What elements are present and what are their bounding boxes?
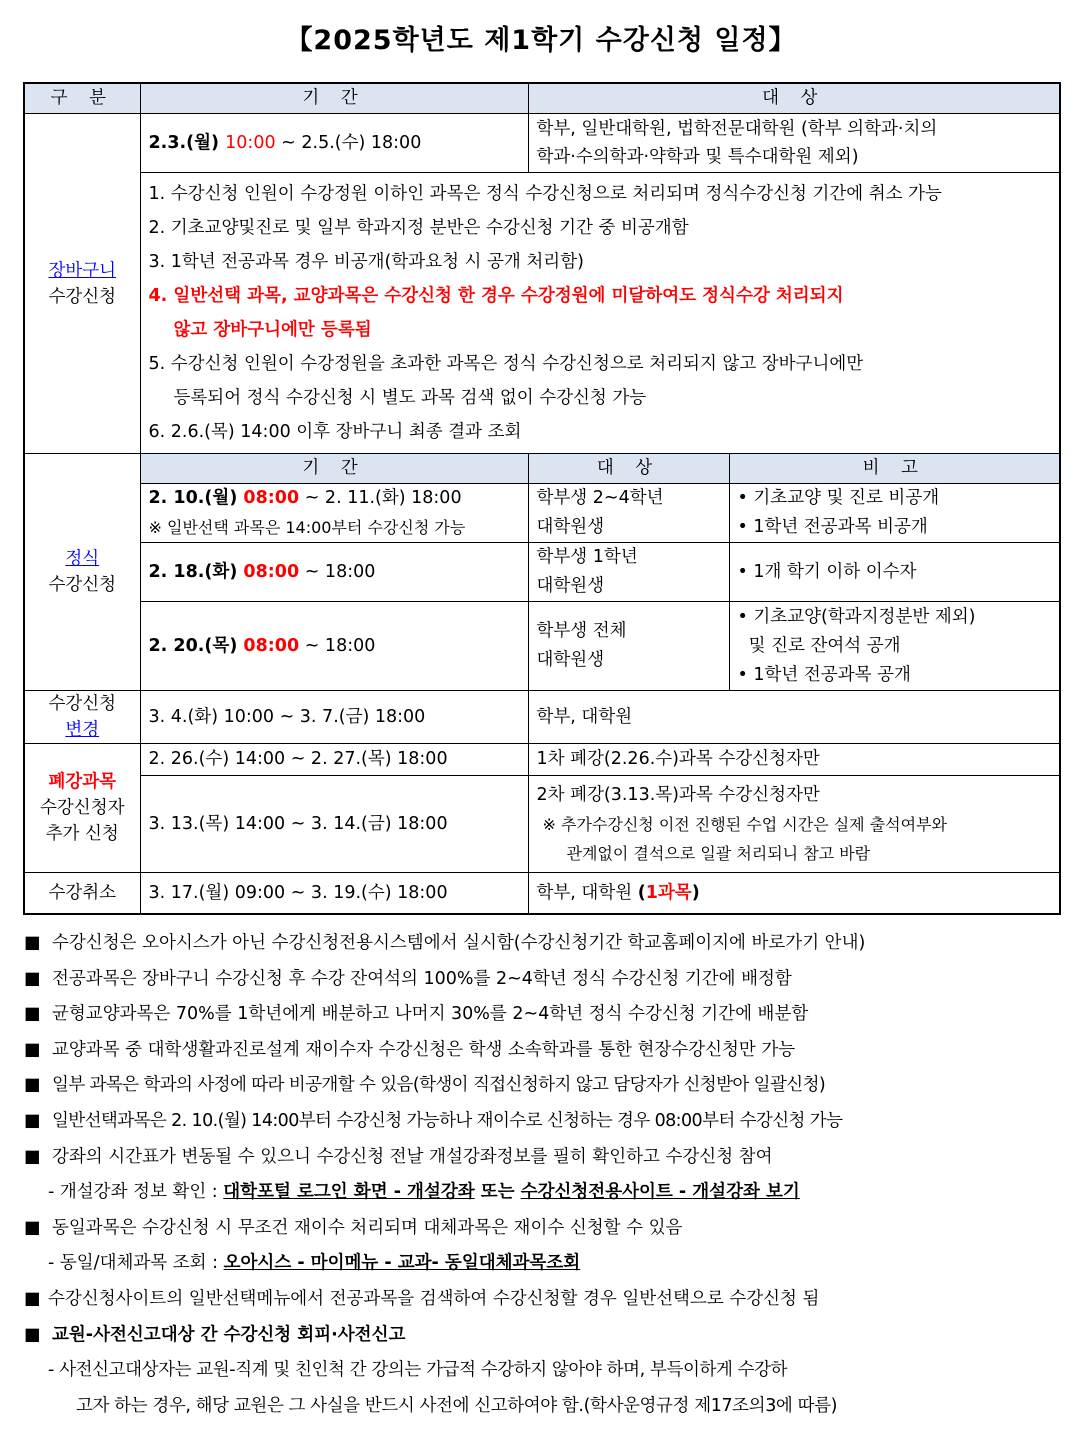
regular-row-2-target-line2: 대학원생: [536, 576, 605, 596]
regular-row-3-target: [528, 602, 729, 691]
cancel-target-paren-open: (: [637, 882, 646, 903]
basket-link[interactable]: 장바구니: [48, 260, 117, 281]
regular-row-2-end: ~ 18:00: [299, 561, 376, 582]
regular-row-3-remark-3: • 1학년 전공과목 공개: [737, 664, 911, 685]
portal-course-link[interactable]: 대학포털 로그인 화면 - 개설강좌: [223, 1182, 475, 1203]
regular-row-1: [24, 484, 1060, 543]
regular-row-1-remark: [729, 484, 1060, 543]
basket-note-5-cont: 등록되어 정식 수강신청 시 별도 과목 검색 없이 수강신청 가능: [173, 388, 647, 408]
regular-row-3-end: ~ 18:00: [299, 635, 376, 656]
closed-row-2-note-2: 관계없이 결석으로 일괄 처리되니 참고 바람: [566, 843, 871, 863]
closed-category-title: 폐강과목: [48, 772, 117, 792]
note-text: 동일과목은 수강신청 시 무조건 재이수 처리되며 대체과목은 재이수 신청할 수 있음: [52, 1217, 683, 1238]
regular-subheader-row: [24, 454, 1060, 484]
change-target: 학부, 대학원: [528, 691, 1060, 744]
note-sub-text: - 사전신고대상자는 교원-직계 및 친인척 간 강의는 가급적 수강하지 않아야 하며, 부득이하게 수강하: [48, 1360, 788, 1381]
header-category: 구 분: [24, 83, 140, 114]
note-item: [24, 1282, 1064, 1318]
regular-row-2-remark: • 1개 학기 이하 이수자: [729, 543, 1060, 602]
note-text: 균형교양과목은 70%를 1학년에게 배분하고 나머지 30%를 2~4학년 정식 수강신청 기간에 배분함: [52, 1004, 809, 1025]
closed-row-1: [24, 744, 1060, 776]
note-text: 강좌의 시간표가 변동될 수 있으니 수강신청 전날 개설강좌정보를 필히 확인하고 수강신청 참여: [52, 1146, 773, 1167]
basket-period-time: 10:00: [225, 132, 276, 153]
notes-section: [24, 926, 1064, 1424]
regular-row-3-target-line2: 대학원생: [536, 650, 605, 670]
note-sub-label: - 개설강좌 정보 확인 :: [48, 1182, 224, 1203]
regular-row-1-start: 2. 10.(월): [148, 488, 244, 508]
header-target: 대 상: [528, 83, 1060, 114]
closed-row-1-target: 1차 폐강(2.26.수)과목 수강신청자만: [528, 744, 1060, 776]
cancel-row: [24, 873, 1060, 915]
basket-category: [24, 114, 140, 454]
regular-row-3-time: 08:00: [243, 635, 300, 656]
regular-row-1-target: [528, 484, 729, 543]
regular-header-remark: 비 고: [729, 454, 1060, 484]
basket-target-line1: 학부, 일반대학원, 법학전문대학원 (학부 의학과·치의: [536, 119, 938, 139]
square-bullet-icon: ■: [24, 1288, 41, 1309]
note-text: 수강신청은 오아시스가 아닌 수강신청전용시스템에서 실시함(수강신청기간 학교홈페이지에 바로가기 안내): [52, 933, 866, 953]
square-bullet-icon: ■: [24, 933, 41, 953]
change-period: 3. 4.(화) 10:00 ~ 3. 7.(금) 18:00: [140, 691, 528, 744]
square-bullet-icon: ■: [24, 1110, 41, 1131]
closed-row-2: [24, 776, 1060, 873]
basket-note-6: 6. 2.6.(목) 14:00 이후 장바구니 최종 결과 조회: [148, 422, 522, 442]
closed-row-2-period: 3. 13.(목) 14:00 ~ 3. 14.(금) 18:00: [140, 776, 528, 873]
regular-row-1-note: ※ 일반선택 과목은 14:00부터 수강신청 가능: [148, 518, 466, 537]
regular-row-3-period: [140, 602, 528, 691]
oasis-equivalent-course-link[interactable]: 오아시스 - 마이메뉴 - 교과- 동일대체과목조회: [223, 1253, 581, 1274]
schedule-table: [23, 82, 1061, 915]
square-bullet-icon: ■: [24, 1324, 41, 1345]
closed-row-2-target: [528, 776, 1060, 873]
basket-note-5: 5. 수강신청 인원이 수강정원을 초과한 과목은 정식 수강신청으로 처리되지 않고 장바구니에만: [148, 354, 864, 374]
regular-row-3-remark: [729, 602, 1060, 691]
regular-row-3: [24, 602, 1060, 691]
note-item: [24, 1140, 1064, 1176]
basket-notes-row: [24, 173, 1060, 454]
basket-period: [140, 114, 528, 173]
basket-note-4: 4. 일반선택 과목, 교양과목은 수강신청 한 경우 수강정원에 미달하여도 정식수강 처리되지: [148, 286, 844, 306]
cancel-target-text: 학부, 대학원: [536, 882, 638, 903]
regular-row-1-target-line2: 대학원생: [536, 517, 605, 537]
regular-row-1-end: ~ 2. 11.(화) 18:00: [299, 488, 462, 508]
closed-row-1-period: 2. 26.(수) 14:00 ~ 2. 27.(목) 18:00: [140, 744, 528, 776]
regular-link[interactable]: 정식: [65, 549, 100, 569]
note-sub-label: - 동일/대체과목 조회 :: [48, 1253, 224, 1274]
basket-target-line2: 학과·수의학과·약학과 및 특수대학원 제외): [536, 147, 859, 167]
note-text: 수강신청사이트의 일반선택메뉴에서 전공과목을 검색하여 수강신청할 경우 일반선택으로 수강신청 됨: [48, 1288, 820, 1309]
regular-row-1-period: [140, 484, 528, 543]
table-header-row: [24, 83, 1060, 114]
note-item: [24, 1033, 1064, 1069]
regular-header-target: 대 상: [528, 454, 729, 484]
note-text: 교양과목 중 대학생활과진로설계 재이수자 수강신청은 학생 소속학과를 통한 현장수강신청만 가능: [52, 1039, 796, 1060]
change-category: [24, 691, 140, 744]
square-bullet-icon: ■: [24, 1146, 41, 1167]
regular-row-3-remark-1: • 기초교양(학과지정분반 제외): [737, 606, 976, 627]
closed-category-sub1: 수강신청자: [39, 798, 125, 818]
note-item: [24, 962, 1064, 998]
note-sub-item: [24, 1389, 1064, 1425]
regular-row-1-remark-2: • 1학년 전공과목 비공개: [737, 517, 928, 537]
note-sub-or: 또는: [474, 1182, 521, 1203]
basket-category-sub: 수강신청: [48, 286, 117, 307]
header-period: 기 간: [140, 83, 528, 114]
regular-category-sub: 수강신청: [48, 575, 117, 595]
note-item: [24, 1318, 1064, 1354]
cancel-target-paren-close: ): [691, 882, 700, 903]
regular-row-3-remark-2: 및 진로 잔여석 공개: [737, 635, 901, 656]
regular-row-1-remark-1: • 기초교양 및 진로 비공개: [737, 488, 940, 508]
cancel-target: [528, 873, 1060, 915]
basket-note-2: 2. 기초교양및진로 및 일부 학과지정 분반은 수강신청 기간 중 비공개함: [148, 218, 689, 238]
closed-category: [24, 744, 140, 873]
note-text-bold: 교원-사전신고대상 간 수강신청 회피·사전신고: [52, 1324, 406, 1345]
page-title: 【2025학년도 제1학기 수강신청 일정】: [285, 25, 797, 56]
closed-row-2-note-1: ※ 추가수강신청 이전 진행된 수업 시간은 실제 출석여부와: [542, 814, 947, 834]
note-item: [24, 1211, 1064, 1247]
registration-site-course-link[interactable]: 수강신청전용사이트 - 개설강좌 보기: [520, 1182, 800, 1203]
note-text: 일부 과목은 학과의 사정에 따라 비공개할 수 있음(학생이 직접신청하지 않고 담당자가 신청받아 일괄신청): [52, 1075, 826, 1096]
regular-header-period: 기 간: [140, 454, 528, 484]
change-row: [24, 691, 1060, 744]
basket-period-start: 2.3.(월): [148, 132, 226, 153]
square-bullet-icon: ■: [24, 1075, 41, 1096]
note-sub-item: [24, 1353, 1064, 1389]
regular-row-3-target-line1: 학부생 전체: [536, 621, 627, 641]
cancel-category: 수강취소: [24, 873, 140, 915]
regular-row-2-target-line1: 학부생 1학년: [536, 547, 638, 567]
regular-row-2: [24, 543, 1060, 602]
note-sub-text: 고자 하는 경우, 해당 교원은 그 사실을 반드시 사전에 신고하여야 함.(학사운영규정 제17조의3에 따름): [76, 1395, 838, 1416]
basket-note-4-cont: 않고 장바구니에만 등록됨: [173, 320, 372, 340]
change-link[interactable]: 변경: [65, 720, 100, 740]
note-text: 전공과목은 장바구니 수강신청 후 수강 잔여석의 100%를 2~4학년 정식 수강신청 기간에 배정함: [52, 968, 792, 989]
square-bullet-icon: ■: [24, 968, 41, 989]
note-item: [24, 1068, 1064, 1104]
note-sub-item: [24, 1175, 1064, 1211]
basket-note-1: 1. 수강신청 인원이 수강정원 이하인 과목은 정식 수강신청으로 처리되며 정식수강신청 기간에 취소 가능: [148, 184, 942, 204]
basket-note-3: 3. 1학년 전공과목 경우 비공개(학과요청 시 공개 처리함): [148, 252, 584, 272]
closed-category-sub2: 추가 신청: [45, 824, 119, 844]
regular-row-2-start: 2. 18.(화): [148, 561, 244, 582]
square-bullet-icon: ■: [24, 1039, 41, 1060]
regular-row-2-period: [140, 543, 528, 602]
square-bullet-icon: ■: [24, 1004, 41, 1025]
square-bullet-icon: ■: [24, 1217, 41, 1238]
note-text: 일반선택과목은 2. 10.(월) 14:00부터 수강신청 가능하나 재이수로 신청하는 경우 08:00부터 수강신청 가능: [52, 1110, 843, 1131]
regular-row-3-start: 2. 20.(목): [148, 635, 244, 656]
basket-target: [528, 114, 1060, 173]
regular-category: [24, 454, 140, 691]
basket-row: [24, 114, 1060, 173]
regular-row-1-target-line1: 학부생 2~4학년: [536, 488, 664, 508]
note-sub-item: [24, 1246, 1064, 1282]
basket-period-end: ~ 2.5.(수) 18:00: [275, 132, 422, 153]
cancel-target-count: 1과목: [645, 882, 692, 903]
note-item: [24, 1104, 1064, 1140]
note-item: [24, 926, 1064, 962]
regular-row-2-time: 08:00: [243, 561, 300, 582]
basket-notes: [140, 173, 1060, 454]
change-category-label: 수강신청: [48, 694, 117, 714]
note-item: [24, 997, 1064, 1033]
cancel-period: 3. 17.(월) 09:00 ~ 3. 19.(수) 18:00: [140, 873, 528, 915]
regular-row-2-target: [528, 543, 729, 602]
regular-row-1-time: 08:00: [243, 488, 300, 508]
closed-row-2-target-title: 2차 폐강(3.13.목)과목 수강신청자만: [536, 784, 820, 805]
